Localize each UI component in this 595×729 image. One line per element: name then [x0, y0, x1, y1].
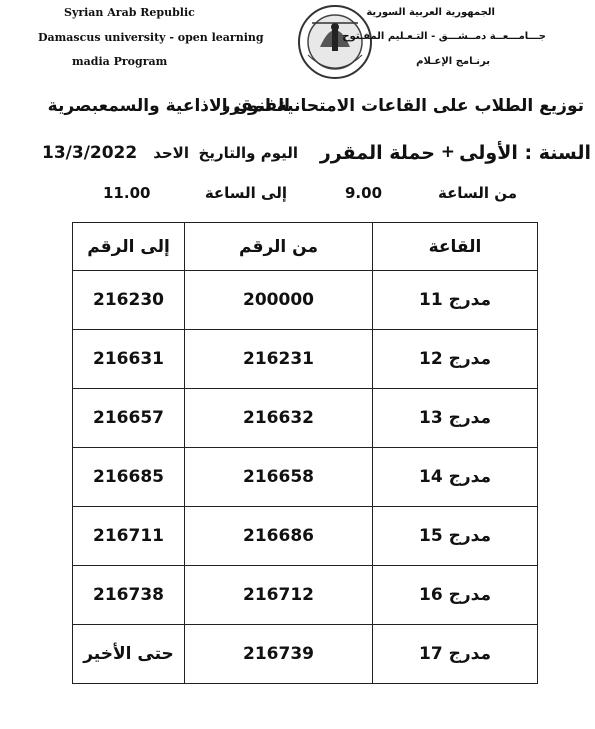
cell-from: 216658: [185, 448, 373, 507]
to-time-label: إلى الساعة: [204, 184, 287, 202]
cell-to: 216230: [73, 271, 185, 330]
header-from: من الرقم: [185, 223, 373, 271]
exam-date: 13/3/2022: [42, 143, 138, 163]
table-row: [73, 507, 538, 566]
table-row: [73, 448, 538, 507]
cell-from: 200000: [185, 271, 373, 330]
plus-sign: +: [440, 142, 455, 162]
halls-table: [72, 222, 538, 684]
day-date-label: اليوم والتاريخ: [198, 144, 298, 162]
cell-from: 216686: [185, 507, 373, 566]
header-hall: القاعة: [373, 223, 538, 271]
from-time-label: من الساعة: [437, 184, 517, 202]
cell-to: 216738: [73, 566, 185, 625]
cell-from: 216712: [185, 566, 373, 625]
from-time: 9.00: [345, 184, 383, 202]
title-course: الفنون الاذاعية والسمعبصرية: [47, 96, 290, 116]
cell-from: 216231: [185, 330, 373, 389]
header-to: إلى الرقم: [73, 223, 185, 271]
cell-to: 216657: [73, 389, 185, 448]
cell-hall: مدرج 13: [373, 389, 538, 448]
cell-hall: مدرج 15: [373, 507, 538, 566]
header-right-line-3: برنـامج الإعـلام: [416, 56, 490, 67]
table-row: [73, 271, 538, 330]
cell-from: 216632: [185, 389, 373, 448]
cell-to: 216711: [73, 507, 185, 566]
table-row: [73, 625, 538, 684]
university-logo: [292, 3, 378, 83]
year-label: السنة : الأولى: [459, 142, 591, 164]
header-left-line-1: Syrian Arab Republic: [64, 6, 195, 19]
table-row: [73, 330, 538, 389]
header-left-line-3: madia Program: [72, 55, 168, 68]
cell-to: 216631: [73, 330, 185, 389]
cell-hall: مدرج 17: [373, 625, 538, 684]
table-row: [73, 389, 538, 448]
table-row: [73, 566, 538, 625]
cell-to: حتى الأخير: [73, 625, 185, 684]
cell-hall: مدرج 14: [373, 448, 538, 507]
table-header-row: [73, 223, 538, 271]
cell-from: 216739: [185, 625, 373, 684]
carry-label: حملة المقرر: [319, 142, 435, 164]
header-left-line-2: Damascus university - open learning: [38, 31, 264, 44]
cell-hall: مدرج 11: [373, 271, 538, 330]
cell-hall: مدرج 12: [373, 330, 538, 389]
header-right-line-2: جـــامـــعــة دمــشـــق - التـعـليم المفـتوح: [342, 31, 546, 42]
day-name: الاحد: [153, 144, 189, 162]
header-right-line-1: الجمهورية العربية السورية: [366, 7, 495, 18]
to-time: 11.00: [103, 184, 151, 202]
title-prefix: توزيع الطلاب على القاعات الامتحانية لمقرر: [220, 96, 584, 116]
cell-hall: مدرج 16: [373, 566, 538, 625]
cell-to: 216685: [73, 448, 185, 507]
